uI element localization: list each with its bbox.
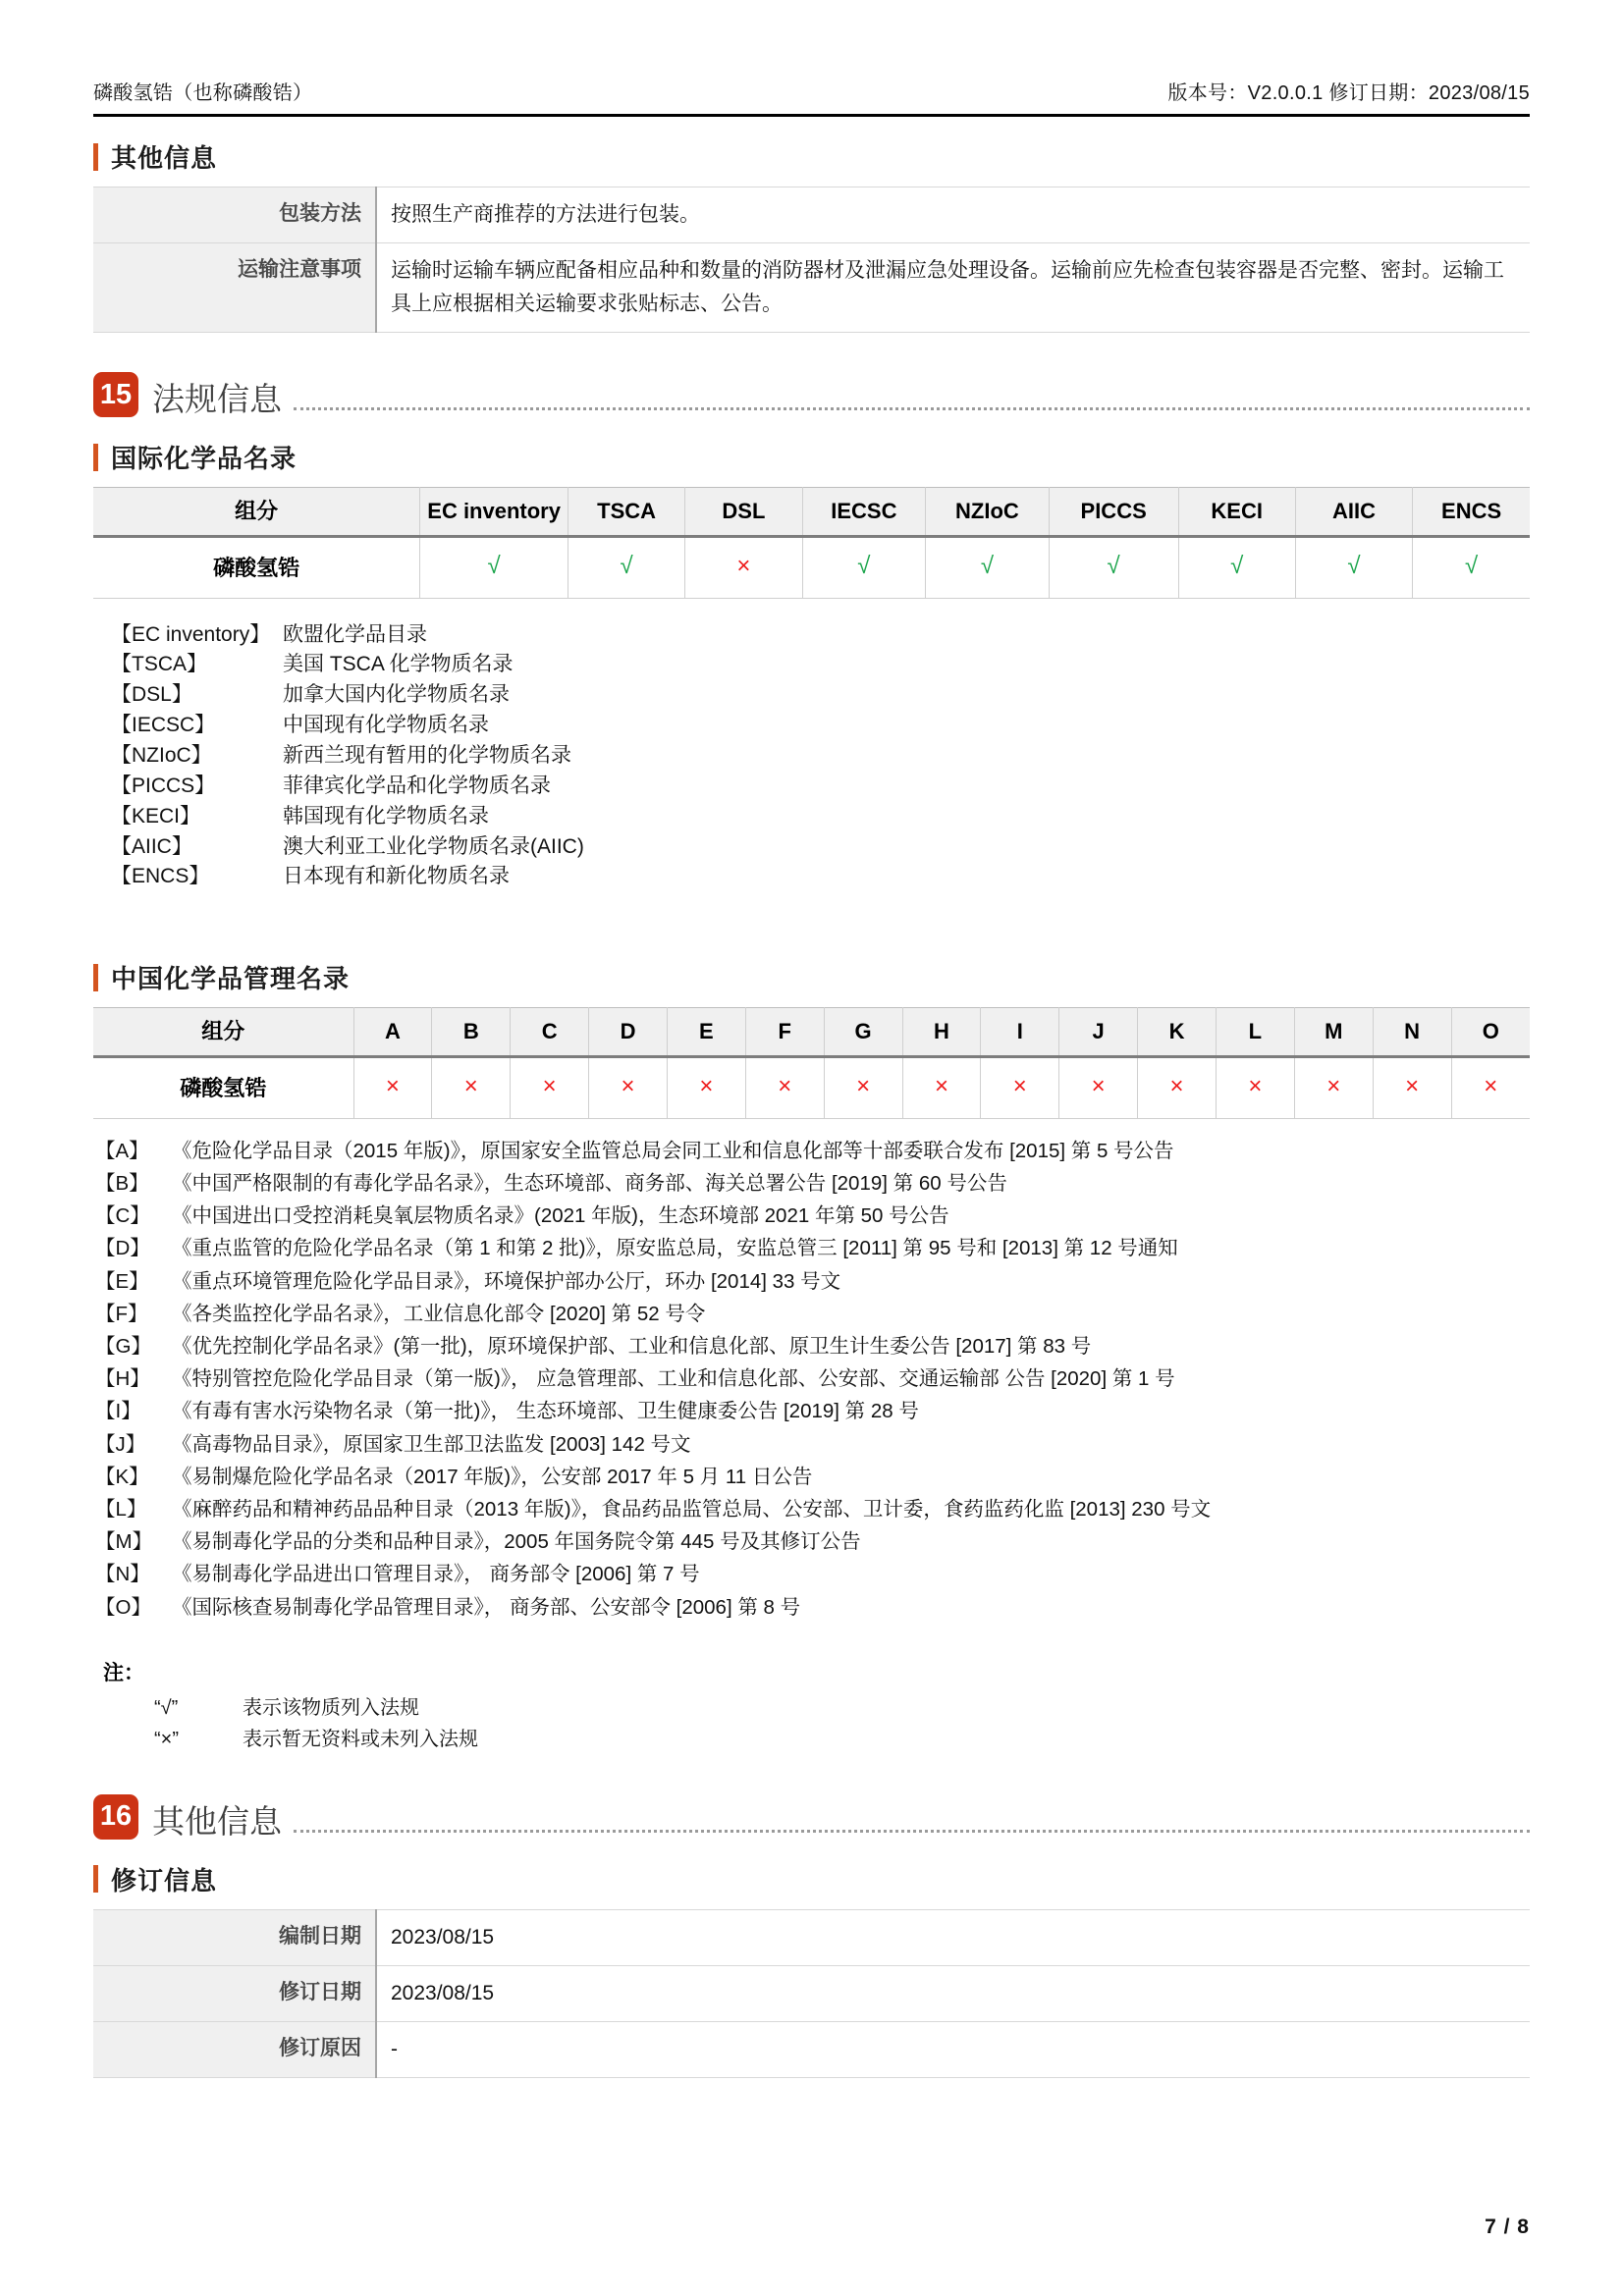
product-name-header: 磷酸氢锆（也称磷酸锆）	[93, 82, 313, 104]
row-key-revision-reason: 修订原因	[93, 2021, 376, 2077]
row-key-transport-precautions: 运输注意事项	[93, 243, 376, 333]
international-inventory-legend	[111, 620, 1530, 893]
list-item	[95, 1428, 1530, 1461]
list-item	[95, 1493, 1530, 1525]
column-header-iecsc: IECSC	[802, 488, 926, 537]
regulation-code: 【M】	[95, 1530, 153, 1554]
regulation-description: 《各类监控化学品名录》，工业信息化部令 [2020] 第 52 号令	[172, 1302, 706, 1325]
table-header-row	[93, 1008, 1530, 1057]
table-row	[93, 1909, 1530, 1965]
status-mark: ×	[385, 1073, 400, 1100]
column-header-b: B	[432, 1008, 511, 1057]
version-revision-header: 版本号：V2.0.0.1 修订日期：2023/08/15	[1167, 82, 1530, 104]
status-mark: √	[1230, 553, 1244, 580]
status-mark: ×	[542, 1073, 557, 1100]
row-value-transport-precautions: 运输时运输车辆应配备相应品种和数量的消防器材及泄漏应急处理设备。运输前应先检查包装容器是否完整、密封。运输工具上应根据相关运输要求张贴标志、公告。	[376, 243, 1530, 333]
list-item	[111, 711, 1530, 741]
cell-mark-k	[1138, 1056, 1217, 1118]
cell-mark-iecsc	[802, 536, 926, 598]
packaging-transport-table	[93, 187, 1530, 333]
table-header-row	[93, 488, 1530, 537]
table-row	[93, 1965, 1530, 2021]
cell-mark-m	[1294, 1056, 1373, 1118]
column-header-ec-inventory: EC inventory	[420, 488, 568, 537]
subheading-international-inventory	[93, 439, 1530, 475]
table-row	[93, 2021, 1530, 2077]
list-item	[95, 1330, 1530, 1362]
status-mark: ×	[1091, 1073, 1106, 1100]
list-item	[111, 741, 1530, 772]
cell-mark-j	[1059, 1056, 1138, 1118]
regulation-code: 【H】	[95, 1367, 150, 1391]
cell-mark-dsl	[685, 536, 802, 598]
cell-mark-ec-inventory	[420, 536, 568, 598]
list-item	[95, 1591, 1530, 1624]
table-row	[93, 187, 1530, 243]
regulation-code: 【I】	[95, 1400, 141, 1423]
legend-note-block	[93, 1657, 1530, 1755]
legend-description: 韩国现有化学物质名录	[283, 804, 489, 828]
status-mark: ×	[1169, 1073, 1184, 1100]
cell-mark-e	[667, 1056, 745, 1118]
legend-code: 【EC inventory】	[111, 622, 271, 646]
list-item	[111, 680, 1530, 711]
regulation-description: 《危险化学品目录（2015 年版)》，原国家安全监管总局会同工业和信息化部等十部委联合发布 [2015] 第 5 号公告	[172, 1139, 1174, 1162]
section-number-badge: 15	[93, 372, 138, 417]
cell-mark-keci	[1178, 536, 1295, 598]
status-mark: √	[620, 553, 633, 580]
cell-mark-o	[1451, 1056, 1530, 1118]
cell-mark-f	[745, 1056, 824, 1118]
column-header-a: A	[353, 1008, 432, 1057]
cell-mark-n	[1373, 1056, 1451, 1118]
header-divider-rule	[93, 114, 1530, 117]
status-mark: √	[1347, 553, 1361, 580]
section-title: 其他信息	[152, 1802, 282, 1840]
status-mark: ×	[621, 1073, 635, 1100]
china-regulation-reference-list	[95, 1135, 1530, 1624]
list-item	[95, 1298, 1530, 1330]
list-item	[111, 862, 1530, 892]
list-item	[95, 1135, 1530, 1167]
list-item	[95, 1200, 1530, 1232]
china-management-catalog-table	[93, 1007, 1530, 1119]
international-inventory-table	[93, 487, 1530, 599]
subheading-accent-bar	[93, 1865, 98, 1893]
row-key-prepared-date: 编制日期	[93, 1909, 376, 1965]
legend-description: 菲律宾化学品和化学物质名录	[283, 774, 551, 797]
column-header-m: M	[1294, 1008, 1373, 1057]
regulation-code: 【A】	[95, 1139, 149, 1162]
regulation-description: 《中国进出口受控消耗臭氧层物质名录》(2021 年版)，生态环境部 2021 年第 50 号公告	[172, 1204, 949, 1228]
regulation-code: 【O】	[95, 1595, 151, 1619]
regulation-description: 《易制毒化学品进出口管理目录》， 商务部令 [2006] 第 7 号	[172, 1563, 700, 1586]
cell-mark-i	[981, 1056, 1059, 1118]
cell-mark-a	[353, 1056, 432, 1118]
column-header-k: K	[1138, 1008, 1217, 1057]
regulation-code: 【L】	[95, 1498, 147, 1522]
subheading-other-info-top	[93, 138, 1530, 175]
column-header-l: L	[1216, 1008, 1294, 1057]
column-header-o: O	[1451, 1008, 1530, 1057]
legend-code: 【DSL】	[111, 683, 192, 707]
legend-code: 【KECI】	[111, 804, 201, 828]
legend-description: 加拿大国内化学物质名录	[283, 683, 510, 707]
note-symbol-cross: “×”	[154, 1728, 179, 1750]
list-item	[95, 1167, 1530, 1200]
regulation-description: 《高毒物品目录》，原国家卫生部卫法监发 [2003] 142 号文	[172, 1432, 691, 1456]
cell-mark-piccs	[1049, 536, 1178, 598]
section-dotted-rule	[294, 1830, 1530, 1833]
row-value-prepared-date: 2023/08/15	[376, 1909, 1530, 1965]
regulation-code: 【B】	[95, 1171, 149, 1195]
cell-component-name: 磷酸氢锆	[93, 536, 420, 598]
table-row	[93, 536, 1530, 598]
document-running-header	[93, 0, 1530, 105]
cell-mark-b	[432, 1056, 511, 1118]
regulation-code: 【N】	[95, 1563, 150, 1586]
section-number-badge: 16	[93, 1794, 138, 1840]
legend-description: 日本现有和新化物质名录	[283, 865, 510, 888]
legend-description: 新西兰现有暂用的化学物质名录	[283, 743, 571, 767]
regulation-description: 《中国严格限制的有毒化学品名录》，生态环境部、商务部、海关总署公告 [2019] 第 60 号公告	[172, 1171, 1007, 1195]
note-text: 表示该物质列入法规	[243, 1696, 419, 1719]
legend-description: 欧盟化学品目录	[283, 622, 427, 646]
column-header-piccs: PICCS	[1049, 488, 1178, 537]
regulation-description: 《易制毒化学品的分类和品种目录》，2005 年国务院令第 445 号及其修订公告	[172, 1530, 861, 1554]
status-mark: ×	[778, 1073, 792, 1100]
list-item	[111, 772, 1530, 802]
subheading-accent-bar	[93, 444, 98, 471]
list-item	[95, 1232, 1530, 1264]
note-title: 注：	[103, 1661, 144, 1684]
status-mark: ×	[463, 1073, 478, 1100]
regulation-description: 《有毒有害水污染物名录（第一批)》， 生态环境部、卫生健康委公告 [2019] 第 28 号	[172, 1400, 919, 1423]
column-header-keci: KECI	[1178, 488, 1295, 537]
row-key-packaging-method: 包装方法	[93, 187, 376, 243]
regulation-description: 《特别管控危险化学品目录（第一版)》， 应急管理部、工业和信息化部、公安部、交通运输部 公告 [2020] 第 1 号	[172, 1367, 1175, 1391]
legend-code: 【NZIoC】	[111, 743, 212, 767]
legend-code: 【ENCS】	[111, 865, 210, 888]
vertical-spacer	[93, 892, 1530, 937]
regulation-code: 【F】	[95, 1302, 148, 1325]
legend-description: 美国 TSCA 化学物质名录	[283, 653, 514, 676]
list-item	[111, 620, 1530, 651]
status-mark: ×	[1484, 1073, 1498, 1100]
row-key-revision-date: 修订日期	[93, 1965, 376, 2021]
list-item	[154, 1692, 1530, 1724]
cell-mark-l	[1216, 1056, 1294, 1118]
cell-component-name: 磷酸氢锆	[93, 1056, 353, 1118]
cell-mark-encs	[1413, 536, 1530, 598]
column-header-h: H	[902, 1008, 981, 1057]
column-header-nzioc: NZIoC	[926, 488, 1050, 537]
section-heading-16	[93, 1794, 1530, 1840]
status-mark: ×	[1326, 1073, 1341, 1100]
regulation-code: 【G】	[95, 1335, 151, 1358]
regulation-description: 《优先控制化学品名录》(第一批)，原环境保护部、工业和信息化部、原卫生计生委公告 [2017] 第 83 号	[172, 1335, 1092, 1358]
column-header-e: E	[667, 1008, 745, 1057]
subheading-revision-info	[93, 1861, 1530, 1897]
column-header-i: I	[981, 1008, 1059, 1057]
section-dotted-rule	[294, 407, 1530, 410]
list-item	[95, 1395, 1530, 1427]
regulation-code: 【E】	[95, 1269, 149, 1293]
list-item	[95, 1362, 1530, 1395]
column-header-f: F	[745, 1008, 824, 1057]
revision-info-table	[93, 1909, 1530, 2078]
status-mark: √	[487, 553, 501, 580]
cell-mark-aiic	[1295, 536, 1412, 598]
regulation-description: 《易制爆危险化学品名录（2017 年版)》，公安部 2017 年 5 月 11 日公告	[172, 1465, 813, 1488]
status-mark: ×	[1248, 1073, 1263, 1100]
regulation-description: 《麻醉药品和精神药品品种目录（2013 年版)》，食品药品监管总局、公安部、卫计委，食药监药化监 [2013] 230 号文	[172, 1498, 1212, 1522]
status-mark: √	[1464, 553, 1479, 580]
regulation-code: 【K】	[95, 1465, 149, 1488]
status-mark: ×	[856, 1073, 871, 1100]
regulation-code: 【J】	[95, 1432, 146, 1456]
status-mark: √	[1107, 553, 1120, 580]
list-item	[95, 1525, 1530, 1558]
column-header-aiic: AIIC	[1295, 488, 1412, 537]
status-mark: ×	[1012, 1073, 1027, 1100]
regulation-description: 《重点环境管理危险化学品目录》，环境保护部办公厅，环办 [2014] 33 号文	[172, 1269, 841, 1293]
regulation-description: 《国际核查易制毒化学品管理目录》， 商务部、公安部令 [2006] 第 8 号	[172, 1595, 801, 1619]
table-row	[93, 243, 1530, 333]
cell-mark-nzioc	[926, 536, 1050, 598]
column-header-d: D	[589, 1008, 668, 1057]
cell-mark-tsca	[568, 536, 684, 598]
cell-mark-g	[824, 1056, 902, 1118]
note-text: 表示暂无资料或未列入法规	[243, 1728, 478, 1750]
cell-mark-d	[589, 1056, 668, 1118]
legend-code: 【PICCS】	[111, 774, 216, 797]
subheading-label: 修订信息	[111, 1865, 218, 1896]
legend-description: 中国现有化学物质名录	[283, 714, 489, 737]
list-item	[111, 802, 1530, 832]
list-item	[95, 1265, 1530, 1298]
subheading-accent-bar	[93, 143, 98, 171]
row-value-revision-reason: -	[376, 2021, 1530, 2077]
column-header-component: 组分	[93, 488, 420, 537]
row-value-packaging-method: 按照生产商推荐的方法进行包装。	[376, 187, 1530, 243]
status-mark: √	[857, 553, 871, 580]
section-title: 法规信息	[152, 381, 282, 418]
subheading-china-catalog	[93, 959, 1530, 995]
regulation-code: 【D】	[95, 1237, 150, 1260]
column-header-encs: ENCS	[1413, 488, 1530, 537]
list-item	[154, 1724, 1530, 1755]
column-header-tsca: TSCA	[568, 488, 684, 537]
status-mark: ×	[934, 1073, 948, 1100]
legend-code: 【IECSC】	[111, 714, 216, 737]
subheading-label: 中国化学品管理名录	[111, 964, 351, 994]
row-value-revision-date: 2023/08/15	[376, 1965, 1530, 2021]
legend-code: 【TSCA】	[111, 653, 208, 676]
list-item	[95, 1558, 1530, 1590]
cell-mark-h	[902, 1056, 981, 1118]
subheading-label: 国际化学品名录	[111, 444, 298, 474]
column-header-n: N	[1373, 1008, 1451, 1057]
list-item	[95, 1461, 1530, 1493]
status-mark: √	[980, 553, 995, 580]
legend-code: 【AIIC】	[111, 834, 192, 858]
list-item	[111, 650, 1530, 680]
regulation-description: 《重点监管的危险化学品名录（第 1 和第 2 批)》，原安监总局，安监总管三 [2011] 第 95 号和 [2013] 第 12 号通知	[172, 1237, 1178, 1260]
status-mark: ×	[699, 1073, 714, 1100]
page-number-footer: 7 / 8	[1485, 2216, 1530, 2238]
cell-mark-c	[511, 1056, 589, 1118]
list-item	[111, 832, 1530, 863]
column-header-c: C	[511, 1008, 589, 1057]
status-mark: ×	[1405, 1073, 1420, 1100]
regulation-code: 【C】	[95, 1204, 150, 1228]
column-header-component: 组分	[93, 1008, 353, 1057]
subheading-label: 其他信息	[111, 143, 218, 173]
note-symbol-check: “√”	[154, 1696, 179, 1719]
column-header-j: J	[1059, 1008, 1138, 1057]
legend-description: 澳大利亚工业化学物质名录(AIIC)	[283, 834, 584, 858]
status-mark: ×	[736, 553, 751, 580]
subheading-accent-bar	[93, 964, 98, 991]
column-header-g: G	[824, 1008, 902, 1057]
column-header-dsl: DSL	[685, 488, 802, 537]
section-heading-15	[93, 372, 1530, 417]
table-row	[93, 1056, 1530, 1118]
